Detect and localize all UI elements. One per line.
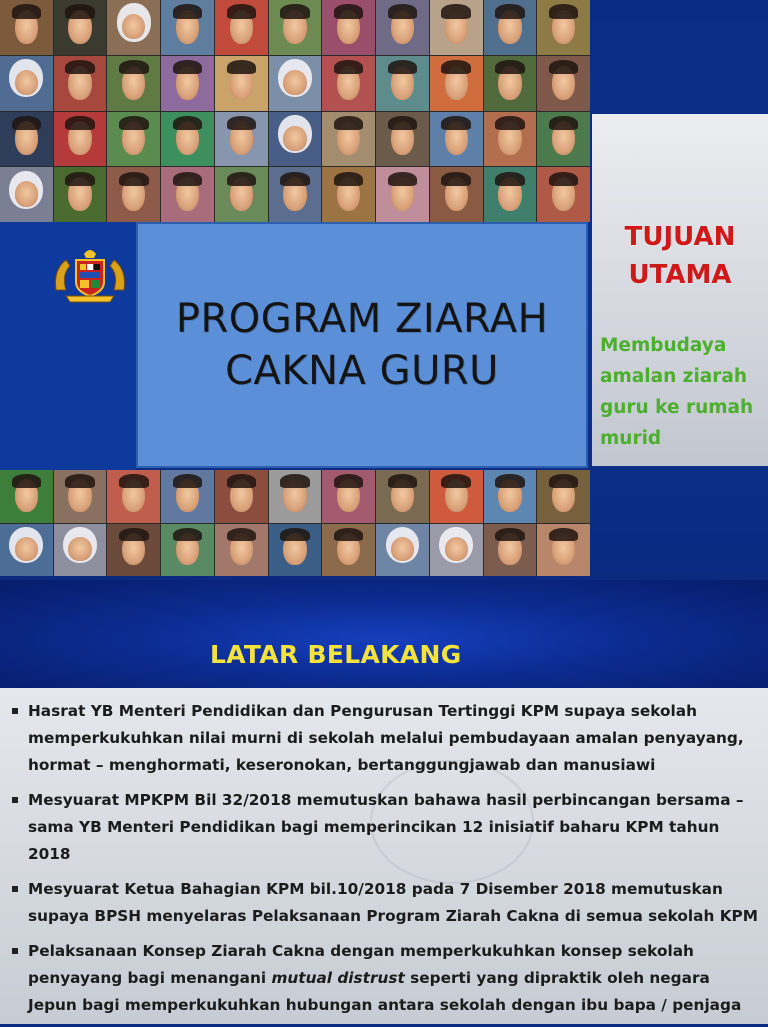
objective-text: Membudaya amalan ziarah guru ke rumah murid (600, 335, 754, 449)
student-photo (215, 0, 268, 55)
student-photo (269, 56, 322, 111)
student-photo (269, 112, 322, 167)
student-photo (54, 524, 107, 577)
student-photo (54, 112, 107, 167)
student-photo (484, 112, 537, 167)
bullet-text: Mesyuarat Ketua Bahagian KPM bil.10/2018 pada 7 Disember 2018 memutuskan supaya BPSH menyelaras Pelaksanaan Program Ziarah Cakna di semua sekolah KPM (28, 880, 758, 925)
student-photo (322, 112, 375, 167)
bullet-text: Hasrat YB Menteri Pendidikan dan Pengurusan Tertinggi KPM supaya sekolah memperkukuhkan nilai murni di sekolah melalui pembudayaan amalan penyayang, hormat – menghormati, keseronokan, bertanggungjawab dan manusiawi (28, 702, 744, 774)
student-photo (376, 167, 429, 222)
student-photo (430, 167, 483, 222)
background-slide (0, 580, 768, 1024)
student-photo (54, 56, 107, 111)
student-photo (0, 167, 53, 222)
bullet-list (10, 698, 760, 1027)
student-photo (161, 0, 214, 55)
student-photo (0, 470, 53, 523)
objective-heading-line-1: TUJUAN (624, 222, 736, 252)
student-photo (215, 167, 268, 222)
student-photo (484, 56, 537, 111)
student-photo (161, 112, 214, 167)
student-photo (537, 167, 590, 222)
student-photo (107, 524, 160, 577)
title-line-2: CAKNA GURU (225, 348, 499, 394)
student-photo (107, 56, 160, 111)
student-photo (376, 112, 429, 167)
student-photo (215, 112, 268, 167)
student-photo (0, 0, 53, 55)
student-photo (376, 56, 429, 111)
student-photo (484, 167, 537, 222)
section-header-band (0, 580, 768, 688)
student-photo (537, 56, 590, 111)
malaysia-coat-of-arms-icon (50, 246, 130, 304)
student-photo (430, 56, 483, 111)
student-photo (376, 0, 429, 55)
student-photo (322, 470, 375, 523)
student-photo (430, 112, 483, 167)
bullet-item (10, 698, 760, 779)
student-photo (269, 524, 322, 577)
student-photo (161, 524, 214, 577)
student-photo (54, 0, 107, 55)
student-photo (269, 0, 322, 55)
student-photo (537, 0, 590, 55)
student-photo (430, 524, 483, 577)
title-box (136, 222, 588, 468)
student-photo (537, 112, 590, 167)
student-photo (161, 167, 214, 222)
student-photo (430, 470, 483, 523)
student-photo (107, 167, 160, 222)
student-photo (322, 167, 375, 222)
student-photo (484, 0, 537, 55)
student-photo (107, 0, 160, 55)
student-photo (54, 470, 107, 523)
student-photo-collage-top (0, 0, 590, 222)
student-photo (0, 56, 53, 111)
student-photo (215, 470, 268, 523)
bullet-text-before: Pelaksanaan Konsep Ziarah Cakna dengan memperkukuhkan konsep sekolah penyayang bagi menangani (28, 942, 694, 987)
student-photo (215, 524, 268, 577)
bullet-emphasis: mutual distrust (271, 969, 405, 987)
student-photo (376, 470, 429, 523)
bullet-item (10, 787, 760, 868)
student-photo (376, 524, 429, 577)
student-photo (537, 470, 590, 523)
student-photo (269, 167, 322, 222)
student-photo-collage-bottom (0, 470, 590, 576)
student-photo (322, 0, 375, 55)
student-photo (269, 470, 322, 523)
student-photo (215, 56, 268, 111)
student-photo (107, 470, 160, 523)
bullet-item (10, 938, 760, 1019)
title-line-1: PROGRAM ZIARAH (175, 296, 549, 342)
student-photo (484, 524, 537, 577)
bullet-item (10, 876, 760, 930)
objective-panel (592, 114, 768, 466)
section-heading: LATAR BELAKANG (210, 640, 462, 669)
student-photo (537, 524, 590, 577)
student-photo (0, 524, 53, 577)
student-photo (107, 112, 160, 167)
student-photo (322, 56, 375, 111)
student-photo (322, 524, 375, 577)
student-photo (0, 112, 53, 167)
student-photo (54, 167, 107, 222)
student-photo (161, 470, 214, 523)
student-photo (430, 0, 483, 55)
objective-heading-line-2: UTAMA (628, 260, 732, 290)
student-photo (484, 470, 537, 523)
bullet-text: Mesyuarat MPKPM Bil 32/2018 memutuskan bahawa hasil perbincangan bersama – sama YB Menteri Pendidikan bagi memperincikan 12 inisiatif baharu KPM tahun 2018 (28, 791, 744, 863)
student-photo (161, 56, 214, 111)
bullet-text-after: seperti yang dipraktik oleh negara Jepun bagi memperkukuhkan hubungan antara sekolah dengan ibu bapa / penjaga (28, 969, 742, 1014)
